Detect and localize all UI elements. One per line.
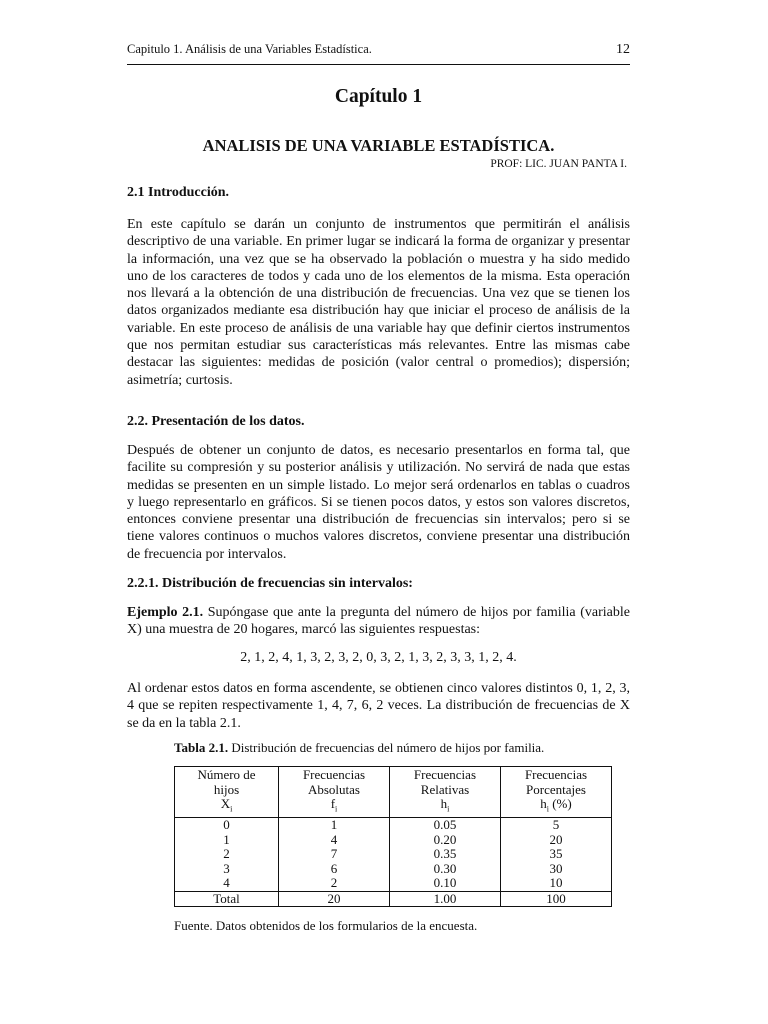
- table-cell: 1: [279, 818, 390, 833]
- subscript: i: [447, 804, 450, 814]
- intro-heading: 2.1 Introducción.: [127, 185, 230, 200]
- table-source-note: Fuente. Datos obtenidos de los formularios de la encuesta.: [174, 918, 478, 933]
- table-header-row: [175, 767, 612, 818]
- table-cell: 0.35: [389, 847, 500, 862]
- table-cell: 10: [500, 876, 611, 891]
- header-line: Absolutas: [307, 781, 360, 797]
- table-cell: 3: [175, 862, 279, 877]
- running-title: Capitulo 1. Análisis de una Variables Estadística.: [127, 42, 372, 56]
- page-number: 12: [616, 42, 630, 57]
- header-symbol: [279, 797, 389, 817]
- header-line: Relativas: [420, 781, 470, 797]
- table-cell: 30: [500, 862, 611, 877]
- subscript: i: [230, 804, 233, 814]
- symbol: h: [540, 796, 547, 811]
- chapter-title: ANALISIS DE UNA VARIABLE ESTADÍSTICA.: [202, 136, 555, 155]
- presentation-heading: 2.2. Presentación de los datos.: [127, 414, 305, 429]
- table-cell: 4: [279, 833, 390, 848]
- example-label: Ejemplo 2.1.: [127, 605, 204, 620]
- distribution-heading: 2.2.1. Distribución de frecuencias sin intervalos:: [127, 576, 413, 591]
- symbol: f: [330, 796, 336, 811]
- table-cell: 2: [279, 876, 390, 891]
- table-cell: Total: [175, 891, 279, 907]
- table-cell: 1.00: [389, 891, 500, 907]
- header-line: Porcentajes: [526, 781, 586, 797]
- header-line: Frecuencias: [524, 767, 588, 782]
- header-symbol: [390, 797, 500, 817]
- header-cell: [500, 767, 611, 818]
- table-row: [175, 862, 612, 877]
- header-line: Número de: [197, 767, 256, 782]
- table-row: [175, 833, 612, 848]
- header-symbol: [501, 797, 611, 817]
- table-cell: 35: [500, 847, 611, 862]
- table-cell: 2: [175, 847, 279, 862]
- example-paragraph: [127, 604, 630, 639]
- symbol: h: [440, 796, 448, 811]
- table-cell: 100: [500, 891, 611, 907]
- subscript: i: [546, 804, 549, 814]
- suffix: (%): [548, 796, 572, 811]
- table-cell: 0.05: [389, 818, 500, 833]
- table-row: [175, 876, 612, 891]
- header-line: Frecuencias: [302, 767, 366, 782]
- subscript: i: [335, 804, 338, 814]
- example-text: Supóngase que ante la pregunta del número de hijos por familia (variable X) una muestra de 20 hogares, marcó las siguientes respuestas:: [127, 605, 630, 638]
- presentation-paragraph: Después de obtener un conjunto de datos, es necesario presentarlos en forma tal, que facilite su compresión y su posterior análisis y utilización. No servirá de nada que estas medidas se presenten en un simple listado. Lo mejor será ordenarlos en tablas o cuadros y luego representarlo en gráficos. Si se tienen pocos datos, y estos son valores discretos, entonces conviene presentar una distribución de frecuencias sin intervalos; pero si se tiene valores continuos o muchos valores discretos, conviene presentar una distribución de frecuencia por intervalos.: [127, 443, 630, 562]
- table-caption-text: Distribución de frecuencias del número de hijos por familia.: [228, 740, 545, 755]
- table-cell: 1: [175, 833, 279, 848]
- chapter-label: Capítulo 1: [334, 86, 423, 107]
- data-list: 2, 1, 2, 4, 1, 3, 2, 3, 2, 0, 3, 2, 1, 3, 2, 3, 3, 1, 2, 4.: [240, 650, 517, 665]
- table-cell: 5: [500, 818, 611, 833]
- table-cell: 20: [500, 833, 611, 848]
- table-row: [175, 847, 612, 862]
- table-cell: 0.30: [389, 862, 500, 877]
- running-header: [127, 42, 630, 65]
- author-line: PROF: LIC. JUAN PANTA I.: [490, 158, 627, 170]
- header-cell: [389, 767, 500, 818]
- table-cell: 0.20: [389, 833, 500, 848]
- header-cell: [279, 767, 390, 818]
- ordering-paragraph: Al ordenar estos datos en forma ascendente, se obtienen cinco valores distintos 0, 1, 2, 3, 4 que se repiten respectivamente 1, 4, 7, 6, 2 veces. La distribución de frecuencias de X se da en la tabla 2.1.: [127, 681, 630, 731]
- table-row: [175, 818, 612, 833]
- header-cell: [175, 767, 279, 818]
- table-cell: 6: [279, 862, 390, 877]
- table-cell: 0: [175, 818, 279, 833]
- table-cell: 0.10: [389, 876, 500, 891]
- intro-paragraph: En este capítulo se darán un conjunto de instrumentos que permitirán el análisis descriptivo de una variable. En primer lugar se indicará la forma de organizar y presentar la información, una vez que se ha observado la población o muestra y ha sido medido uno de los caracteres de todos y cada uno de los elementos de la misma. Esta operación nos llevará a la obtención de una distribución de frecuencias. Una vez que se tienen los datos organizados mediante esa distribución hay que iniciar el proceso de análisis de la variable. En este proceso de análisis de una variable hay que definir ciertos instrumentos que nos permitan estudiar sus características más relevantes. Entre las mismas cabe destacar las siguientes: medidas de posición (valor central o promedios); dispersión; asimetría; curtosis.: [127, 217, 630, 388]
- document-page: [127, 0, 630, 1024]
- frequency-table: [174, 766, 612, 907]
- table-caption-label: Tabla 2.1.: [174, 740, 229, 755]
- table-cell: 20: [279, 891, 390, 907]
- header-symbol: [175, 797, 278, 817]
- header-line: Frecuencias: [413, 767, 477, 782]
- symbol: X: [220, 796, 231, 811]
- table-caption: [174, 740, 544, 756]
- table-total-row: [175, 891, 612, 907]
- table-cell: 4: [175, 876, 279, 891]
- header-line: hijos: [213, 781, 240, 797]
- table-cell: 7: [279, 847, 390, 862]
